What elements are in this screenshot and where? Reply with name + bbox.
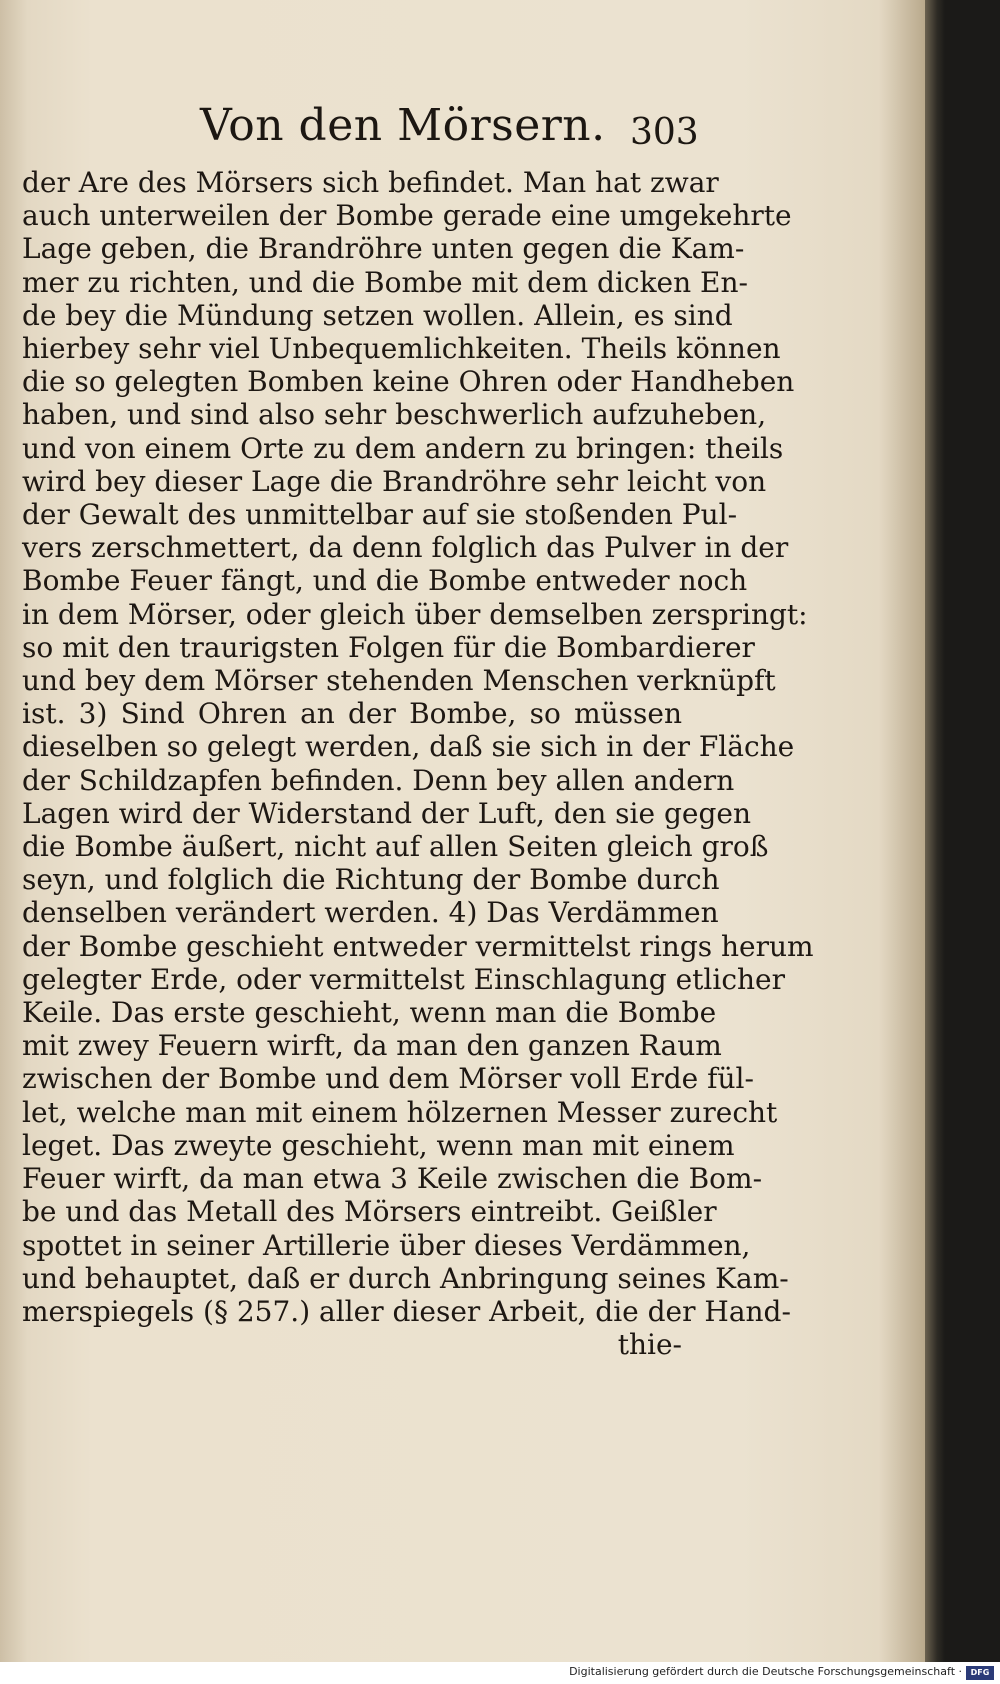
text-line: hierbey sehr viel Unbequemlichkeiten. Theils können (22, 332, 781, 366)
text-line: der Bombe geschieht entweder vermittelst rings herum (22, 929, 814, 963)
body-text (22, 166, 814, 1362)
catchword: thie- (617, 1328, 682, 1362)
text-line: und von einem Orte zu dem andern zu bringen: theils (22, 431, 784, 465)
running-title: Von den Mörsern. (200, 100, 606, 151)
text-line: leget. Das zweyte geschieht, wenn man mit einem (22, 1128, 735, 1162)
text-line: de bey die Mündung setzen wollen. Allein, es sind (22, 298, 733, 332)
text-line: ist. 3) Sind Ohren an der Bombe, so müssen (22, 697, 682, 731)
text-line: seyn, und folglich die Richtung der Bombe durch (22, 863, 720, 897)
page-number: 303 (630, 112, 699, 153)
text-line: spottet in seiner Artillerie über dieses Verdämmen, (22, 1228, 751, 1262)
dfg-logo-icon: DFG (966, 1666, 994, 1680)
text-line: denselben verändert werden. 4) Das Verdämmen (22, 896, 719, 930)
text-line: merspiegels (§ 257.) aller dieser Arbeit, die der Hand- (22, 1294, 791, 1328)
text-line: und behauptet, daß er durch Anbringung seines Kam- (22, 1261, 789, 1295)
text-line: und bey dem Mörser stehenden Menschen verknüpft (22, 664, 776, 698)
funding-credit: Digitalisierung gefördert durch die Deutsche Forschungsgemeinschaft · (569, 1665, 962, 1678)
text-line: dieselben so gelegt werden, daß sie sich in der Fläche (22, 730, 795, 764)
text-line: wird bey dieser Lage die Brandröhre sehr leicht von (22, 464, 767, 498)
text-line: der Gewalt des unmittelbar auf sie stoßenden Pul- (22, 498, 738, 532)
text-line: gelegter Erde, oder vermittelst Einschlagung etlicher (22, 962, 786, 996)
text-line: let, welche man mit einem hölzernen Messer zurecht (22, 1095, 778, 1129)
digitization-footer (0, 1662, 1000, 1684)
text-line: zwischen der Bombe und dem Mörser voll Erde fül- (22, 1062, 754, 1096)
text-line: der Schildzapfen befinden. Denn bey allen andern (22, 763, 735, 797)
page-edge-shadow (925, 0, 945, 1662)
text-line: vers zerschmettert, da denn folglich das Pulver in der (22, 531, 789, 565)
text-line: Keile. Das erste geschieht, wenn man die Bombe (22, 996, 717, 1030)
text-line: so mit den traurigsten Folgen für die Bombardierer (22, 630, 755, 664)
text-line: Lage geben, die Brandröhre unten gegen die Kam- (22, 232, 745, 266)
text-line: Lagen wird der Widerstand der Luft, den sie gegen (22, 796, 751, 830)
text-line: auch unterweilen der Bombe gerade eine umgekehrte (22, 199, 792, 233)
text-line: haben, und sind also sehr beschwerlich aufzuheben, (22, 398, 767, 432)
text-line: Feuer wirft, da man etwa 3 Keile zwischen die Bom- (22, 1162, 763, 1196)
text-line: die Bombe äußert, nicht auf allen Seiten gleich groß (22, 830, 769, 864)
text-line: mer zu richten, und die Bombe mit dem dicken En- (22, 265, 748, 299)
text-line: die so gelegten Bomben keine Ohren oder Handheben (22, 365, 795, 399)
text-line: der Are des Mörsers sich befindet. Man hat zwar (22, 166, 719, 199)
text-line: mit zwey Feuern wirft, da man den ganzen Raum (22, 1029, 722, 1063)
text-line: be und das Metall des Mörsers eintreibt. Geißler (22, 1195, 717, 1229)
text-line: Bombe Feuer fängt, und die Bombe entweder noch (22, 564, 748, 598)
text-line: in dem Mörser, oder gleich über demselben zerspringt: (22, 597, 808, 631)
